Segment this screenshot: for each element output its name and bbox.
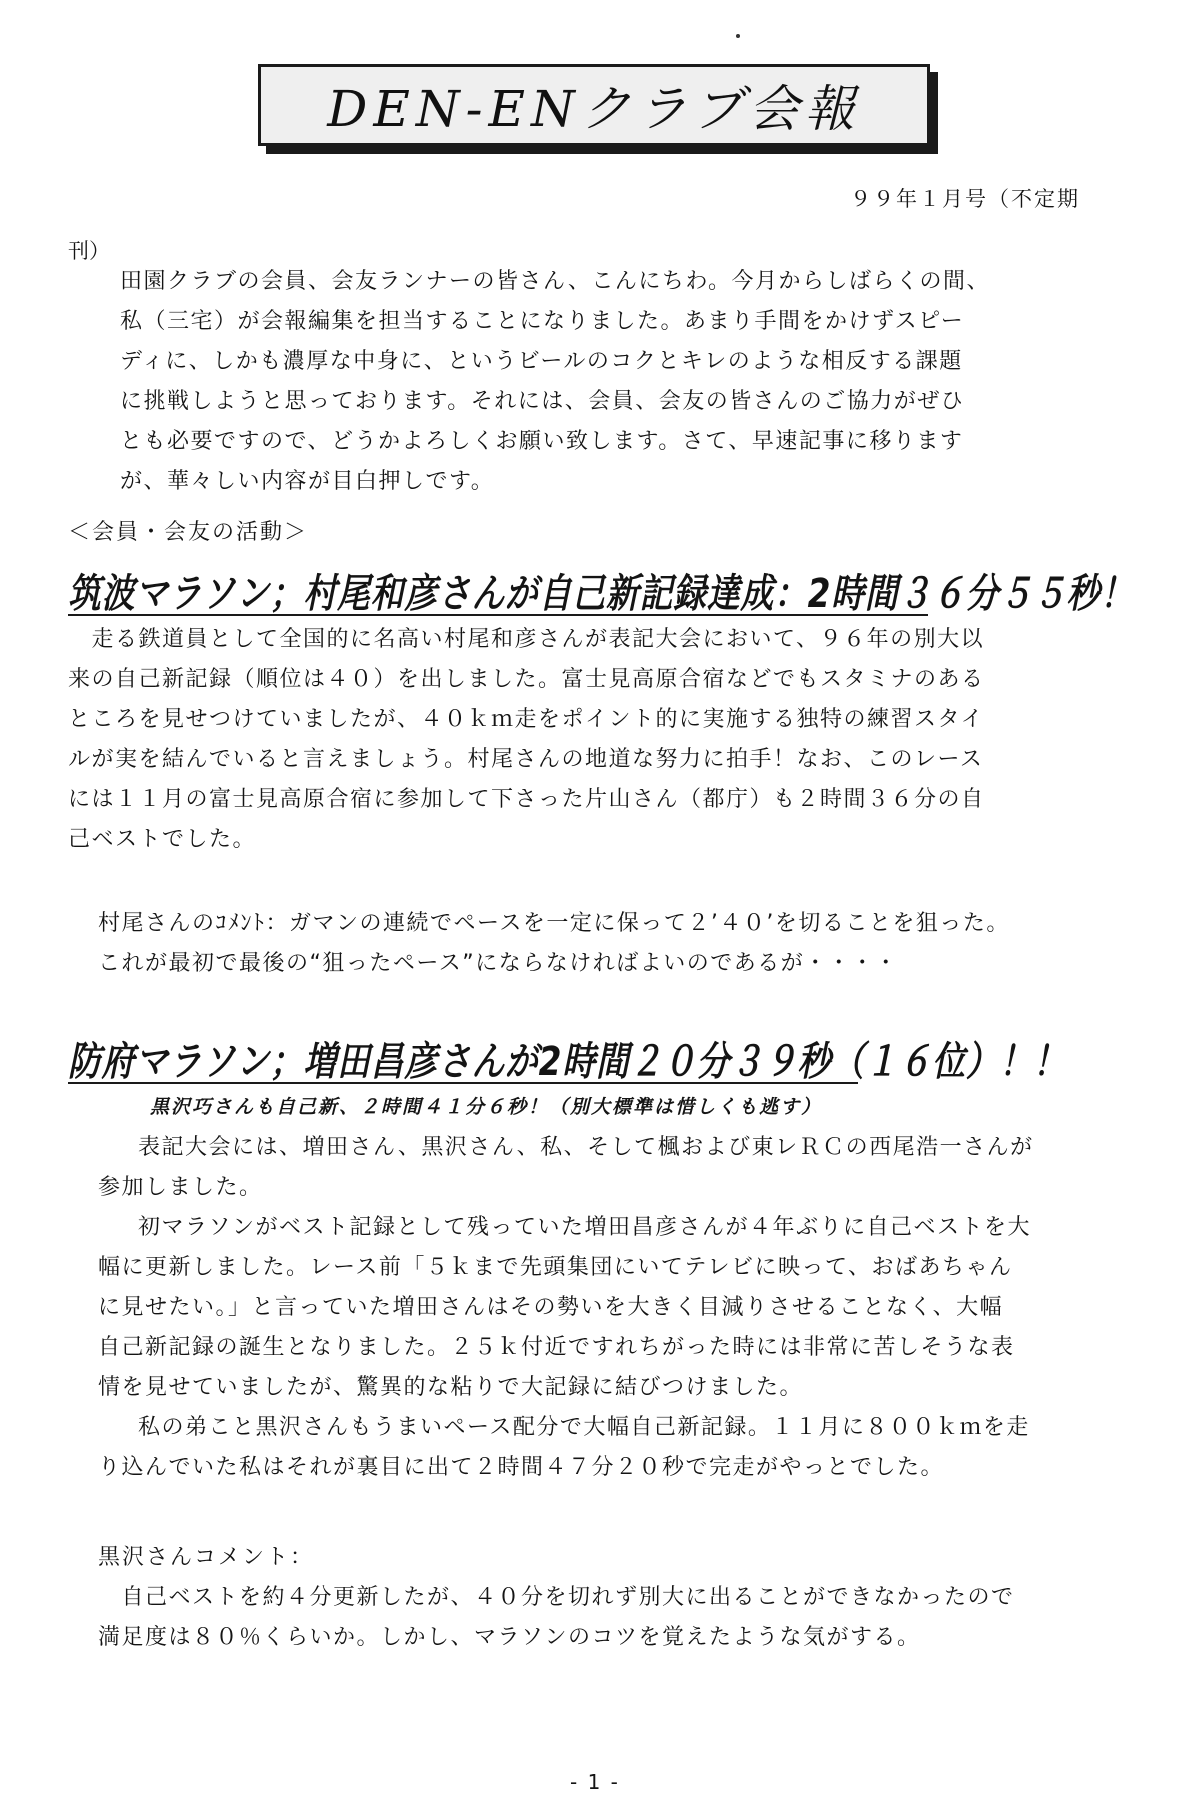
article2-comment-line: 自己ベストを約４分更新したが、４０分を切れず別大に出ることができなかったので	[98, 1585, 1015, 1610]
article1-comment	[98, 904, 1178, 984]
article1-line: には１１月の富士見高原合宿に参加して下さった片山さん（都庁）も２時間３６分の自	[68, 787, 985, 812]
masthead-box	[258, 64, 930, 146]
intro-line: ディに、しかも濃厚な中身に、というビールのコクとキレのような相反する課題	[120, 349, 963, 374]
article2-line: 初マラソンがベスト記録として残っていた増田昌彦さんが４年ぶりに自己ベストを大	[138, 1215, 1032, 1240]
issue-date-tail: 刊）	[68, 239, 110, 263]
article2-body	[98, 1128, 1158, 1488]
scan-speck	[736, 34, 740, 38]
article1-comment-line: これが最初で最後の“狙ったペース”にならなければよいのであるが・・・・	[98, 951, 899, 976]
issue-date: ９９年１月号（不定期	[850, 187, 1080, 211]
article2-line: に見せたい。」と言っていた増田さんはその勢いを大きく目減りさせることなく、大幅	[98, 1295, 1004, 1320]
article1-comment-line: 村尾さんのｺﾒﾝﾄ：ガマンの連続でペースを一定に保って２’４０’を切ることを狙った。	[98, 911, 1010, 936]
article2-line: 情を見せていましたが、驚異的な粘りで大記録に結びつけました。	[98, 1375, 804, 1400]
article2-paragraph	[98, 1208, 1158, 1408]
article1-headline: 筑波マラソン；村尾和彦さんが自己新記録達成：2時間３６分５５秒！	[68, 571, 1134, 617]
article2-headline-underline	[68, 1082, 858, 1084]
article2-subheadline: 黒沢巧さんも自己新、２時間４１分６秒！（別大標準は惜しくも逃す）	[150, 1096, 823, 1118]
intro-line: 田園クラブの会員、会友ランナーの皆さん、こんにちわ。今月からしばらくの間、	[120, 269, 990, 294]
intro-line: に挑戦しようと思っております。それには、会員、会友の皆さんのご協力がぜひ	[120, 389, 965, 414]
article2-paragraph	[98, 1128, 1158, 1208]
article2-line: 幅に更新しました。レース前「５ｋまで先頭集団にいてテレビに映って、おばあちゃん	[98, 1255, 1013, 1280]
article1-line: ところを見せつけていましたが、４０ｋｍ走をポイント的に実施する独特の練習スタイ	[68, 707, 985, 732]
section-heading: ＜会員・会友の活動＞	[68, 520, 309, 545]
article2-comment	[98, 1578, 1178, 1658]
intro-line: 私（三宅）が会報編集を担当することになりました。あまり手間をかけずスピー	[120, 309, 965, 334]
intro-line: が、華々しい内容が目白押しです。	[120, 469, 495, 494]
article2-line: 自己新記録の誕生となりました。２５ｋ付近ですれちがった時には非常に苦しそうな表	[98, 1335, 1015, 1360]
article2-line: 表記大会には、増田さん、黒沢さん、私、そして楓および東レＲＣの西尾浩一さんが	[138, 1135, 1034, 1160]
article2-headline: 防府マラソン；増田昌彦さんが2時間２０分３９秒（１６位）！！	[68, 1039, 1067, 1085]
article2-line: 私の弟こと黒沢さんもうまいペース配分で大幅自己新記録。１１月に８００ｋｍを走	[138, 1415, 1030, 1440]
article1-line: 己ベストでした。	[68, 827, 257, 852]
article2-line: り込んでいた私はそれが裏目に出て２時間４７分２０秒で完走がやっとでした。	[98, 1455, 945, 1480]
article1-line: 走る鉄道員として全国的に名高い村尾和彦さんが表記大会において、９６年の別大以	[68, 627, 985, 652]
article1-body	[68, 620, 1128, 860]
article2-comment-line: 満足度は８０％くらいか。しかし、マラソンのコツを覚えたような気がする。	[98, 1625, 921, 1650]
masthead-title: DEN-ENクラブ会報	[327, 80, 861, 138]
article2-paragraph	[98, 1408, 1158, 1488]
intro-line: とも必要ですので、どうかよろしくお願い致します。さて、早速記事に移ります	[120, 429, 964, 454]
article1-line: 来の自己新記録（順位は４０）を出しました。富士見高原合宿などでもスタミナのある	[68, 667, 985, 692]
article1-headline-underline	[68, 614, 928, 616]
page-number: - 1 -	[570, 1770, 620, 1794]
article2-line: 参加しました。	[98, 1175, 263, 1200]
article2-comment-heading: 黒沢さんコメント：	[98, 1545, 315, 1570]
intro-paragraph	[68, 262, 1140, 502]
article1-line: ルが実を結んでいると言えましょう。村尾さんの地道な努力に拍手！なお、このレース	[68, 747, 984, 772]
